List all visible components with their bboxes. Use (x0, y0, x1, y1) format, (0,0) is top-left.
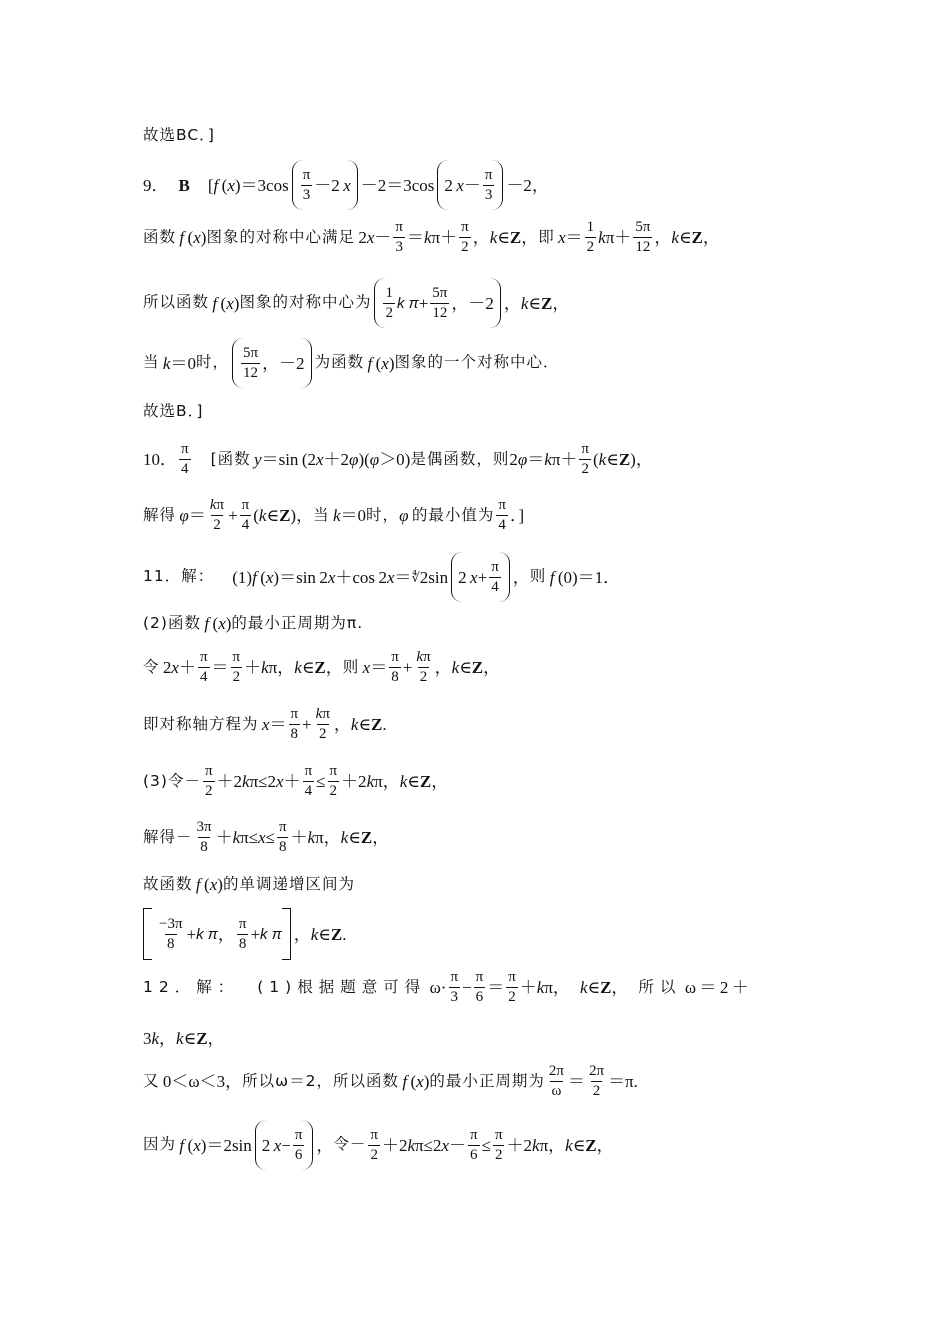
text-line: 即对称轴方程为 x ＝ $\frac{\pi}{8}$ + $\frac{k\pi}{2}$ ， k ∈ Z . (143, 706, 387, 742)
text-line: (2)函数 f ( x ) 的最小正周期为π. (143, 613, 364, 633)
text-line: (3)令－ $\frac{\pi}{2}$ ＋2 k π≤2 x ＋ $\frac{\pi}{4}$ ≤ $\frac{\pi}{2}$ ＋2 k π， k ∈ Z ， (143, 763, 449, 799)
text-line: 故选B．] (143, 402, 204, 420)
text-line: $\frac{-3\pi}{8}$ + k π ， $\frac{\pi}{8}$ + k π ， k ∈ Z . (143, 908, 346, 960)
text-line: 因为 f ( x )＝2sin 2 x − $\frac{\pi}{6}$ ， 令－ $\frac{\pi}{2}$ ＋2 k π≤2 x － $\frac{\pi}{6}$ ≤ $\frac{\pi}{2}$ ＋2 k π， k ∈ Z ， (143, 1120, 614, 1170)
problem-12-header: 12．解： (1)根据题意可得 ω· $\frac{\pi}{3}$ − $\frac{\pi}{6}$ ＝ $\frac{\pi}{2}$ ＋ k π， k ∈ Z ， 所以 ω ＝ 2 ＋ (143, 969, 749, 1005)
text-line: 令 2 x ＋ $\frac{\pi}{4}$ ＝ $\frac{\pi}{2}$ ＋ k π， k ∈ Z ， 则 x ＝ $\frac{\pi}{8}$ + $\frac{k\pi}{2}$ ， k ∈ Z ， (143, 649, 501, 685)
text-line: 当 k ＝0 时， $\frac{5\pi}{12}$ ，－2 为函数 f ( x ) 图象的一个对称中心． (143, 338, 560, 388)
text-line: 所以函数 f ( x ) 图象的对称中心为 $\frac{1}{2}$ k π + $\frac{5\pi}{12}$ ，－2 ， k ∈ Z ， (143, 278, 569, 328)
text-line: 故选BC．] (143, 126, 215, 144)
text-line: 函数 f ( x ) 图象的对称中心满足 2 x － $\frac{\pi}{3}$ ＝ k π＋ $\frac{\pi}{2}$ ， k ∈ Z ， 即 x ＝ $\frac{1}{2}$ k π＋ $\frac{5\pi}{12}$ ， k ∈ Z ， (143, 219, 720, 255)
problem-11-header: 11．解： (1) f ( x )＝sin 2 x ＋cos 2 x ＝ ∜ 2sin 2 x + $\frac{\pi}{4}$ ， 则 f (0)＝1． (143, 552, 620, 602)
text-line: 又 0＜ω＜3， 所以ω＝2，所以函数 f ( x ) 的最小正周期为 $\frac{2\pi}{\omega}$ ＝ $\frac{2\pi}{2}$ ＝π. (143, 1063, 638, 1099)
problem-10-header: 10． $\frac{\pi}{4}$ [函数 y ＝sin (2 x ＋2 φ )( φ ＞0) 是偶函数，则 2 φ ＝ k π＋ $\frac{\pi}{2}$ ( k ∈ Z )， (143, 441, 653, 477)
text-line: 故函数 f ( x ) 的单调递增区间为 (143, 874, 355, 894)
text-line: 3 k ， k ∈ Z ， (143, 1029, 225, 1048)
problem-9-header: 9． B [ f ( x )＝3cos $\frac{\pi}{3}$ －2 x －2＝3cos 2 x － $\frac{\pi}{3}$ －2， (143, 160, 549, 210)
text-line: 解得－ $\frac{3\pi}{8}$ ＋ k π≤ x ≤ $\frac{\pi}{8}$ ＋ k π， k ∈ Z ， (143, 819, 390, 855)
text-line: 解得 φ ＝ $\frac{k\pi}{2}$ + $\frac{\pi}{4}$ ( k ∈ Z )， 当 k ＝0 时， φ 的最小值为 $\frac{\pi}{4}$ ．] (143, 497, 525, 533)
